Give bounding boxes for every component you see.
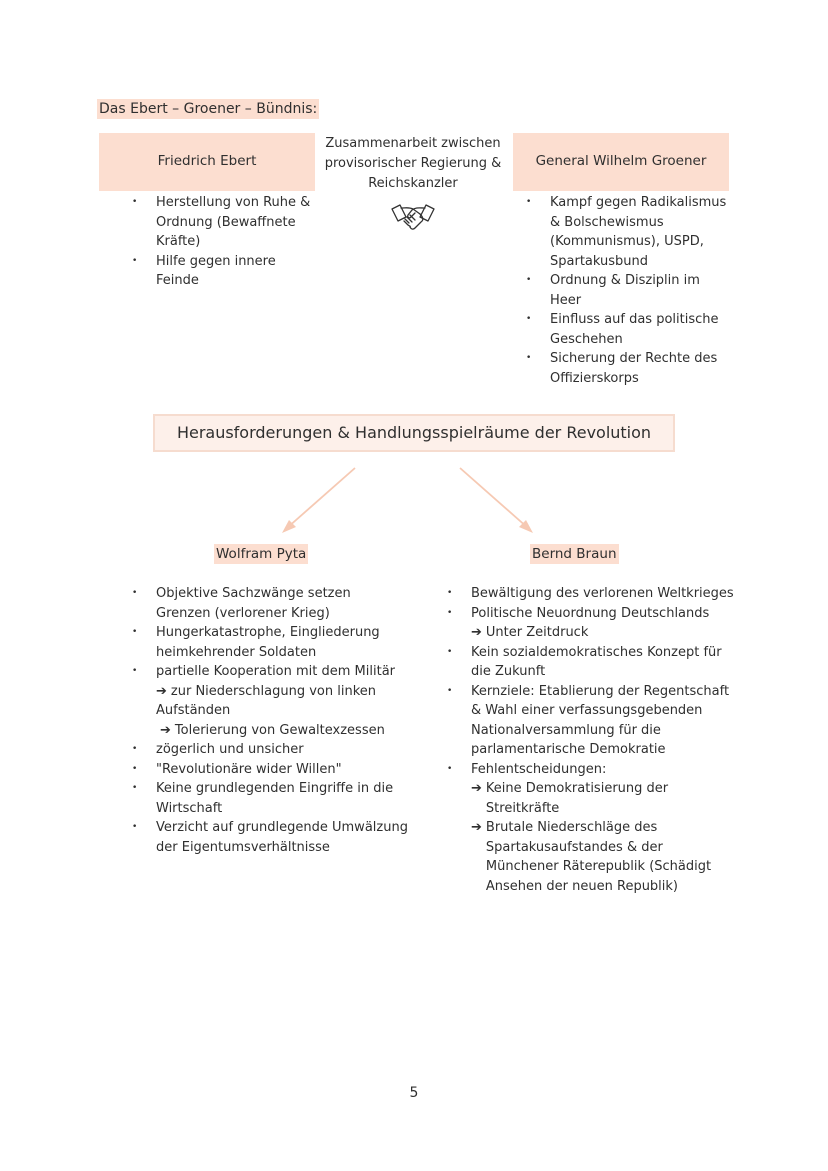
list-item-text: partielle Kooperation mit dem Militär	[156, 664, 396, 679]
list-item: • Kampf gegen Radikalismus & Bolschewismus (Kommunismus), USPD, Spartakusbund	[523, 193, 728, 271]
banner-title: Herausforderungen & Handlungsspielräume der Revolution	[176, 423, 652, 443]
list-item: • Herstellung von Ruhe & Ordnung (Bewaffnete Kräfte)	[129, 193, 319, 252]
list-item: • Einfluss auf das politische Geschehen	[523, 310, 728, 349]
list-item: • Verzicht auf grundlegende Umwälzung der Eigentumsverhältnisse	[129, 818, 409, 857]
sub-item: ➔ Unter Zeitdruck	[471, 625, 589, 640]
list-item: • Kein sozialdemokratisches Konzept für die Zukunft	[444, 643, 734, 682]
page-number: 5	[409, 1085, 419, 1101]
list-item: • "Revolutionäre wider Willen"	[129, 760, 409, 780]
sub-item: ➔ Brutale Niederschläge des Spartakusaufstandes & der Münchener Räterepublik (Schädigt Ansehen der neuen Republik)	[471, 818, 734, 896]
arrow-right-icon: ➔	[156, 683, 167, 699]
braun-points	[444, 584, 734, 896]
revolution-banner	[153, 414, 675, 452]
arrow-right-icon: ➔	[471, 820, 482, 835]
arrow-left-line	[287, 468, 355, 528]
section-title: Das Ebert – Groener – Bündnis:	[99, 101, 318, 117]
list-item-text: Politische Neuordnung Deutschlands	[471, 605, 710, 621]
list-item: • Keine grundlegenden Eingriffe in die Wirtschaft	[129, 779, 409, 818]
list-item: • Objektive Sachzwänge setzen Grenzen (verlorener Krieg)	[129, 584, 409, 623]
handshake-icon	[390, 200, 436, 236]
ebert-name: Friedrich Ebert	[157, 153, 257, 170]
groener-name: General Wilhelm Groener	[535, 153, 707, 170]
list-item: • Kernziele: Etablierung der Regentschaft & Wahl einer verfassungsgebenden Nationalversammlung für die parlamentarische Demokratie	[444, 682, 734, 760]
sub-item: ➔ zur Niederschlagung von linken Aufständen	[156, 683, 377, 718]
list-item	[444, 604, 734, 643]
pyta-name: Wolfram Pyta	[216, 546, 307, 562]
list-item: • zögerlich und unsicher	[129, 740, 409, 760]
pyta-points	[129, 584, 409, 857]
groener-points	[523, 193, 728, 388]
list-item-text: Fehlentscheidungen:	[471, 761, 607, 777]
ebert-name-box	[99, 133, 315, 191]
sub-item: ➔ Keine Demokratisierung der Streitkräfte	[471, 779, 734, 818]
groener-name-box	[513, 133, 729, 191]
list-item: • Ordnung & Disziplin im Heer	[523, 271, 728, 310]
list-item: • Bewältigung des verlorenen Weltkrieges	[444, 584, 734, 604]
arrow-right-icon: ➔	[471, 781, 482, 796]
list-item	[444, 760, 734, 897]
arrow-right-icon: ➔	[471, 625, 482, 640]
branch-arrows	[270, 462, 550, 542]
list-item	[129, 662, 409, 740]
list-item: • Sicherung der Rechte des Offizierskorps	[523, 349, 728, 388]
ebert-points	[129, 193, 319, 291]
list-item: • Hungerkatastrophe, Eingliederung heimkehrender Soldaten	[129, 623, 409, 662]
arrow-right-line	[460, 468, 528, 528]
cooperation-text: Zusammenarbeit zwischen provisorischer Regierung & Reichskanzler	[324, 136, 502, 191]
list-item: • Hilfe gegen innere Feinde	[129, 252, 319, 291]
arrow-right-icon: ➔	[160, 722, 171, 738]
sub-item: ➔ Tolerierung von Gewaltexzessen	[160, 722, 385, 738]
braun-name: Bernd Braun	[532, 546, 617, 562]
